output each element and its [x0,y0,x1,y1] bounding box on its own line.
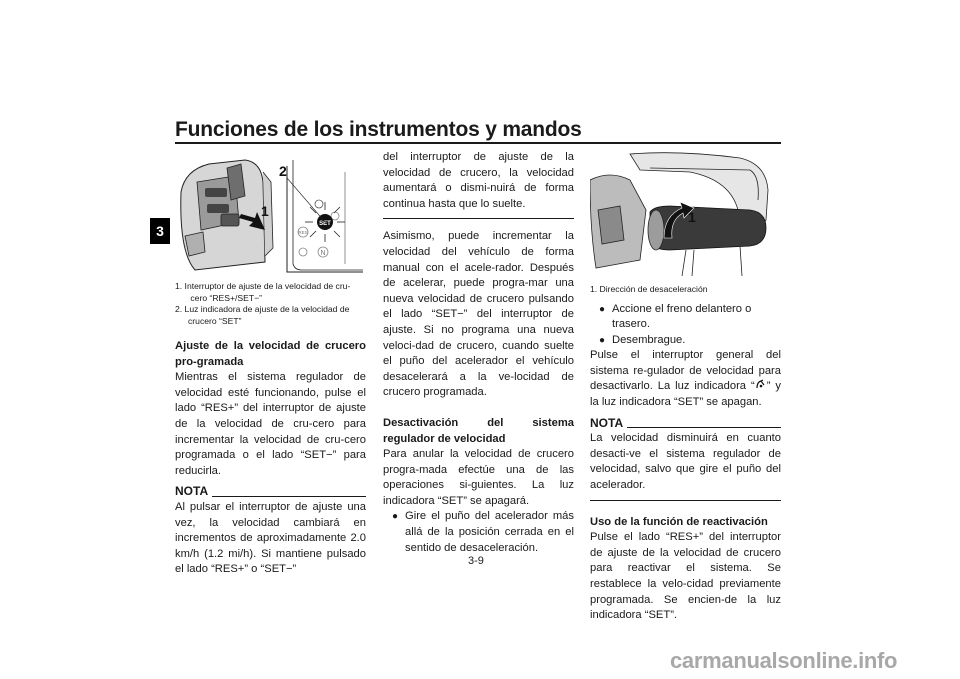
page-number: 3-9 [468,555,484,567]
paragraph [590,348,781,410]
nota-continued: del interruptor de ajuste de la velocidad de crucero, la velocidad aumentará o dismi-nuirá de forma continua hasta que lo suelte. [383,151,574,210]
list-item: ● Desembrague. [590,333,781,349]
nota-heading [175,484,366,500]
watermark: carmanualsonline.info [670,648,898,673]
caption-item: 1. Interruptor de ajuste de la velocidad de cru- cero “RES+/SET−” [175,281,351,303]
figure-callout-1: 1 [261,203,269,219]
paragraph-part: Pulse el interruptor general del sistema re-gulador de velocidad para desactivarlo. La luz indicadora “ [590,349,781,393]
res-lamp-label: RES [298,230,308,235]
figure-callout-2: 2 [279,163,287,179]
figure-callout-1: 1 [688,209,696,225]
chapter-tab: 3 [150,218,170,244]
nota-end-rule [383,218,574,219]
cruise-indicator-icon [755,380,767,392]
nota-label: NOTA [175,484,209,499]
list-item: ● Gire el puño del acelerador más allá de la posición cerrada en el sentido de desaceleración. [383,509,574,556]
figure-throttle-drawing [590,150,780,276]
section-heading: Desactivación del sistema regulador de velocidad [383,416,574,445]
nota-text: Al pulsar el interruptor de ajuste una vez, la velocidad cambiará en incrementos de aproximadamente 2.0 km/h (1.2 mi/h). Si mantiene pulsado el lado “RES+” o “SET−” [175,500,366,576]
caption-item: 2. Luz indicadora de ajuste de la velocidad de crucero “SET” [175,304,350,326]
nota-text: La velocidad disminuirá en cuanto desacti-ve el sistema regulador de velocidad, salvo que gire el puño del acelerador. [590,432,781,492]
column-2 [383,150,574,556]
nota-rule [627,427,781,428]
set-lamp-label: SET [319,221,331,227]
figure-cruise-switch-drawing [175,152,365,278]
figure-captions [590,284,781,296]
nota-heading [590,416,781,432]
caption-item: 1. Dirección de desaceleración [590,284,708,294]
paragraph: Asimismo, puede incrementar la velocidad del vehículo de forma manual con el acele-rador. Después de acelerar, puede progra-mar una nueva velocidad de crucero pulsando el lado “SET−” del interruptor de ajuste. Si no programa una nueva veloci-dad de crucero, cuando suelte el puño del acelerador el vehículo desacelerará a la ve-locidad de crucero programada. [383,230,574,399]
page-title: Funciones de los instrumentos y mandos [175,118,582,141]
nota-label: NOTA [590,415,624,430]
figure-cruise-switch [175,152,365,278]
section-heading: Uso de la función de reactivación [590,515,768,528]
paragraph: Mientras el sistema regulador de velocidad esté funcionando, pulse el lado “RES+” del interruptor de ajuste de la velocidad de cru-cero para incrementar la velocidad de cru-cero programada o el lado “SET−” para reducirla. [175,371,366,477]
figure-captions [175,281,366,327]
column-3 [590,284,781,624]
neutral-lamp-label: N [320,250,326,257]
header-rule [175,142,781,144]
nota-end-rule [590,500,781,501]
nota-rule [212,496,366,497]
section-heading: Ajuste de la velocidad de crucero pro-gramada [175,340,366,368]
paragraph-part: ” y la luz indicadora “SET” se apagan. [590,380,781,409]
paragraph: Para anular la velocidad de crucero progra-mada efectúe una de las operaciones si-guientes. La luz indicadora “SET” se apagará. [383,448,574,507]
paragraph: Pulse el lado “RES+” del interruptor de ajuste de la velocidad de crucero para reactivar el sistema. Se restablece la velo-cidad previamente programada. Se encien-de la luz indicadora “SET”. [590,531,781,622]
list-item: ● Accione el freno delantero o trasero. [590,302,781,333]
figure-throttle-grip [590,150,780,276]
column-1 [175,281,366,578]
